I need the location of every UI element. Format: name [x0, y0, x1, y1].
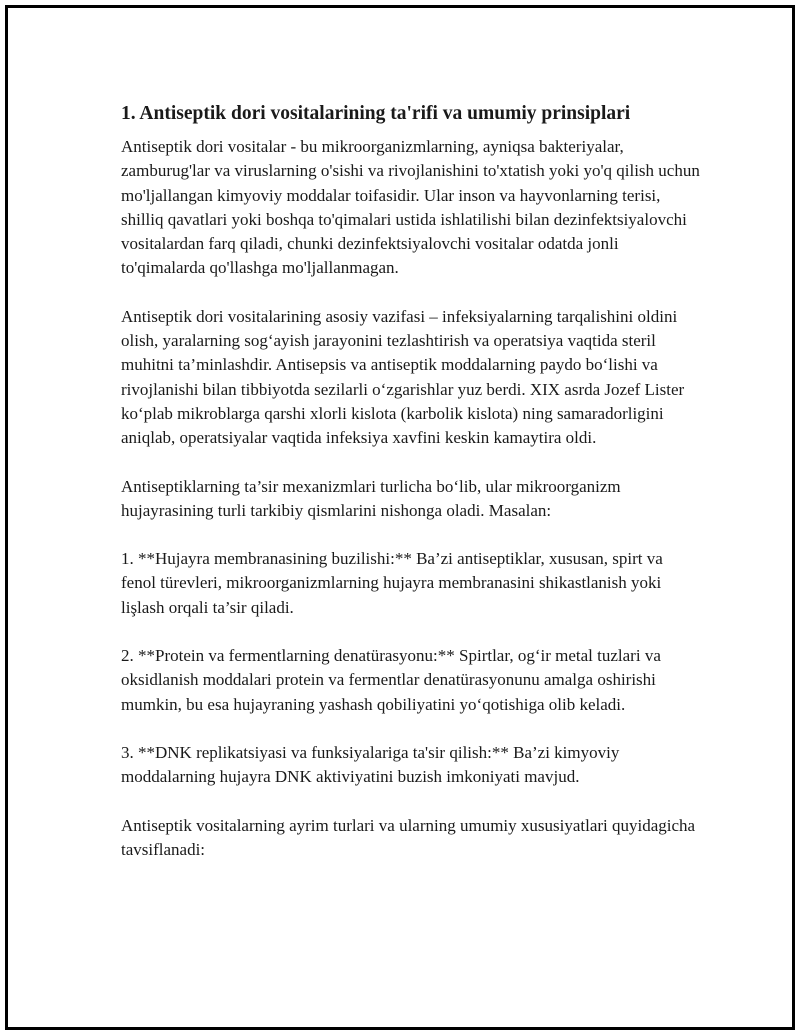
paragraph-mechanisms-intro: Antiseptiklarning ta’sir mexanizmlari turlicha bo‘lib, ular mikroorganizm hujayrasining turli tarkibiy qismlarini nishonga oladi. Masalan: — [121, 476, 621, 520]
document-body — [121, 99, 701, 886]
page-frame — [5, 5, 795, 1030]
paragraph-mechanism-dna: 3. **DNK replikatsiyasi va funksiyalariga ta'sir qilish:** Ba’zi kimyoviy moddalarning hujayra DNK aktiviyatini buzish imkoniyati mavjud. — [121, 742, 620, 787]
paragraph-definition: Antiseptik dori vositalar - bu mikroorganizmlarning, ayniqsa bakteriyalar, zamburug'lar va viruslarning o'sishi va rivojlanishini to'xtatish yoki yo'q qilish uchun mo'ljallangan kimyoviy moddalar toifasidir. Ular inson va hayvonlarning terisi, shilliq qavatlari yoki boshqa to'qimalari ustida ishlatilishi bilan dezinfektsiyalovchi vositalardan farq qiladi, chunki dezinfektsiyalovchi vositalar odatda jonli to'qimalarda qo'llashga mo'ljallanmagan. — [121, 137, 700, 278]
paragraph-mechanism-protein: 2. **Protein va fermentlarning denatürasyonu:** Spirtlar, og‘ir metal tuzlari va oksidlanish moddalari protein va fermentlar denatürasyonunu amalga oshirishi mumkin, bu esa hujayraning yashash qobiliyatini yo‘qotishiga olib keladi. — [121, 646, 661, 714]
paragraph-purpose: Antiseptik dori vositalarining asosiy vazifasi – infeksiyalarning tarqalishini oldini olish, yaralarning sog‘ayish jarayonini tezlashtirish va operatsiya vaqtida steril muhitni ta’minlashdir. Antisepsis va antiseptik moddalarning paydo bo‘lishi va rivojlanishi bilan tibbiyotda sezilarli o‘zgarishlar yuz berdi. XIX asrda Jozef Lister ko‘plab mikroblarga qarshi xlorli kislota (karbolik kislota) ning samaradorligini aniqlab, operatsiyalar vaqtida infeksiya xavfini keskin kamaytira oldi. — [121, 306, 685, 448]
page-title: 1. Antiseptik dori vositalarining ta'rifi va umumiy prinsiplari — [121, 103, 631, 124]
paragraph-types-intro: Antiseptik vositalarning ayrim turlari va ularning umumiy xususiyatlari quyidagicha tavsiflanadi: — [121, 815, 696, 859]
paragraph-mechanism-membrane: 1. **Hujayra membranasining buzilishi:** Ba’zi antiseptiklar, xususan, spirt va fenol türevleri, mikroorganizmlarning hujayra membranasini shikastlanish yoki lişlash orqali ta’sir qiladi. — [121, 549, 663, 617]
